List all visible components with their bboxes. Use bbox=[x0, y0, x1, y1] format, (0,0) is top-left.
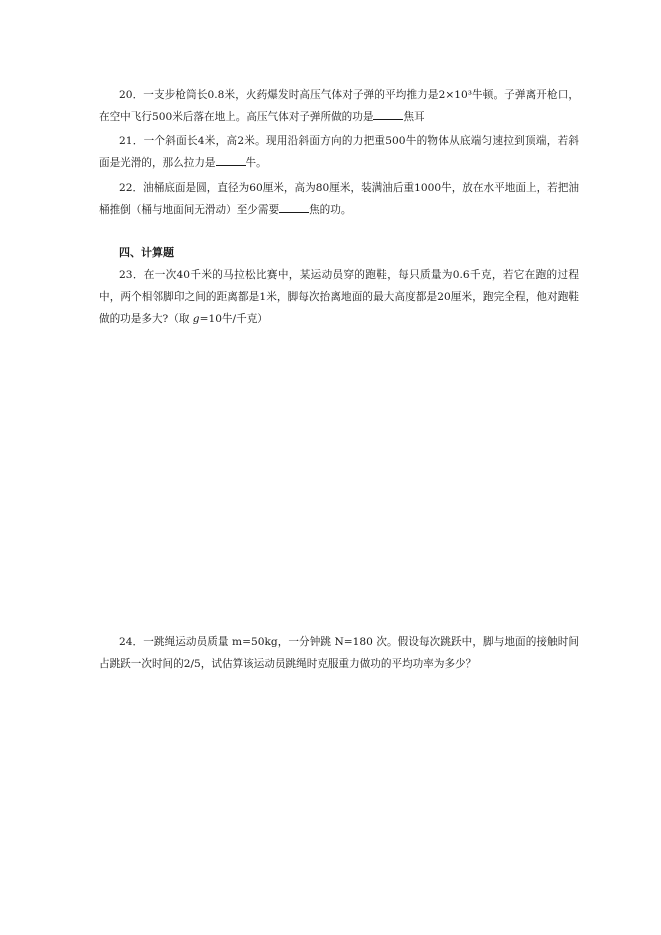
question-21-text: 21．一个斜面长4米，高2米。现用沿斜面方向的力把重500牛的物体从底端匀速拉到顶端，若斜面是光滑的，那么拉力是 bbox=[99, 135, 579, 169]
question-22 bbox=[99, 177, 579, 221]
question-23-text: 23．在一次40千米的马拉松比赛中，某运动员穿的跑鞋，每只质量为0.6千克，若它在跑的过程中，两个相邻脚印之间的距离都是1米，脚每次抬离地面的最大高度都是20厘米，跑完全程，他对跑鞋做的功是多大?（取 bbox=[99, 269, 579, 325]
answer-blank-21[interactable] bbox=[216, 154, 246, 166]
question-20 bbox=[99, 84, 579, 128]
answer-blank-20[interactable] bbox=[373, 108, 403, 120]
question-23-g-symbol: g bbox=[192, 313, 200, 325]
section-title-calculation: 四、计算题 bbox=[119, 246, 174, 259]
question-22-unit: 焦的功。 bbox=[309, 204, 352, 216]
question-23-text-end: =10牛/千克） bbox=[199, 313, 268, 325]
question-21-unit: 牛。 bbox=[245, 157, 267, 169]
question-21 bbox=[99, 130, 579, 174]
answer-blank-22[interactable] bbox=[279, 201, 309, 213]
question-20-text: 20．一支步枪筒长0.8米，火药爆发时高压气体对子弹的平均推力是2×10³牛顿。子弹离开枪口，在空中飞行500米后落在地上。高压气体对子弹所做的功是 bbox=[99, 89, 579, 123]
question-23 bbox=[99, 264, 579, 330]
question-24-text: 24．一跳绳运动员质量 m=50kg，一分钟跳 N=180 次。假设每次跳跃中，脚与地面的接触时间占跳跃一次时间的2/5，试估算该运动员跳绳时克服重力做功的平均功率为多少？ bbox=[99, 636, 579, 670]
question-24 bbox=[99, 631, 579, 675]
question-22-text: 22．油桶底面是圆，直径为60厘米，高为80厘米，装满油后重1000牛，放在水平地面上，若把油桶推倒（桶与地面间无滑动）至少需要 bbox=[99, 182, 579, 216]
question-20-unit: 焦耳 bbox=[403, 111, 425, 123]
